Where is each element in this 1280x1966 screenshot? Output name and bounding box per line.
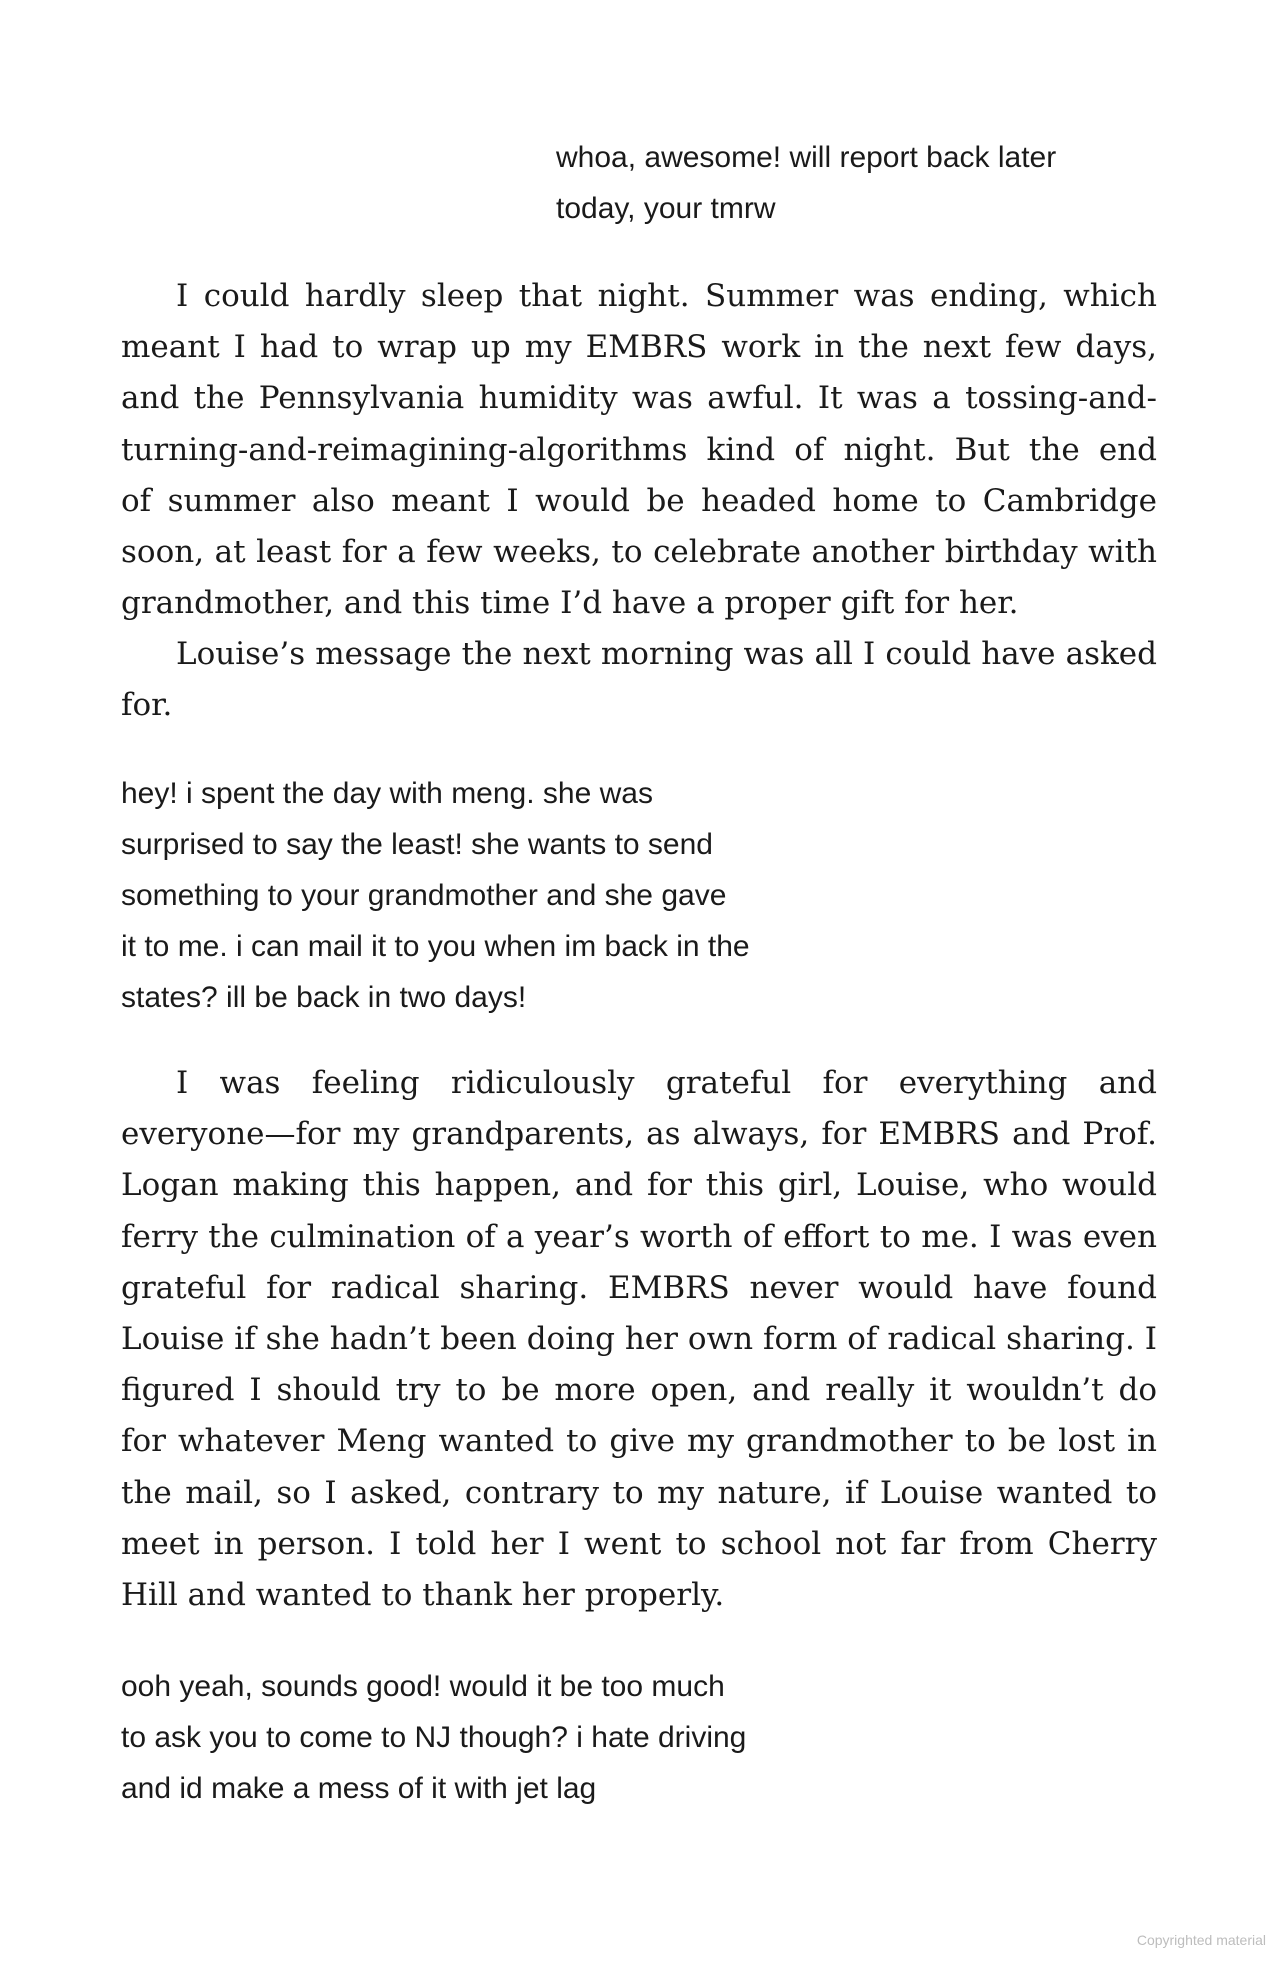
paragraph-line: grandmother, and this time I’d have a proper gift for her. xyxy=(121,585,1019,622)
text-message-3 xyxy=(121,1661,746,1814)
paragraph-line: Logan making this happen, and for this girl, Louise, who would xyxy=(121,1167,1157,1204)
paragraph-line: Hill and wanted to thank her properly. xyxy=(121,1577,725,1614)
paragraph-line: meet in person. I told her I went to school not far from Cherry xyxy=(121,1525,1157,1562)
paragraph-line: and the Pennsylvania humidity was awful. It was a tossing-and- xyxy=(121,380,1157,417)
paragraph-line: turning-and-reimagining-algorithms kind of night. But the end xyxy=(121,431,1157,468)
paragraph-line: meant I had to wrap up my EMBRS work in the next few days, xyxy=(121,329,1157,366)
message-line: to ask you to come to NJ though? i hate driving xyxy=(121,1721,747,1754)
paragraph-line: for. xyxy=(121,687,173,724)
copyright-watermark: Copyrighted material xyxy=(1136,1932,1266,1948)
paragraph-line: everyone—for my grandparents, as always, for EMBRS and Prof. xyxy=(121,1116,1157,1153)
paragraph-line: I was feeling ridiculously grateful for everything and xyxy=(176,1065,1157,1101)
message-line: whoa, awesome! will report back later xyxy=(556,141,1057,174)
paragraph-line: Louise if she hadn’t been doing her own form of radical sharing. I xyxy=(121,1321,1157,1358)
paragraph-line: ferry the culmination of a year’s worth of effort to me. I was even xyxy=(121,1218,1157,1255)
text-message-1 xyxy=(556,132,1056,234)
paragraph-line: of summer also meant I would be headed home to Cambridge xyxy=(121,482,1157,519)
message-line: surprised to say the least! she wants to send xyxy=(121,828,713,861)
message-line: hey! i spent the day with meng. she was xyxy=(121,777,653,810)
message-line: today, your tmrw xyxy=(556,192,776,225)
paragraph-line: grateful for radical sharing. EMBRS never would have found xyxy=(121,1269,1157,1306)
paragraph-line: Louise’s message the next morning was all I could have asked xyxy=(176,636,1157,672)
paragraph-3 xyxy=(121,1058,1157,1621)
paragraph-line: I could hardly sleep that night. Summer was ending, which xyxy=(176,278,1157,314)
message-line: something to your grandmother and she gave xyxy=(121,879,727,912)
paragraph-2 xyxy=(121,629,1157,731)
paragraph-line: figured I should try to be more open, and really it wouldn’t do xyxy=(121,1372,1157,1409)
text-message-2 xyxy=(121,768,750,1023)
message-line: it to me. i can mail it to you when im back in the xyxy=(121,930,750,963)
paragraph-line: soon, at least for a few weeks, to celebrate another birthday with xyxy=(121,534,1157,571)
message-line: ooh yeah, sounds good! would it be too much xyxy=(121,1670,725,1703)
paragraph-line: for whatever Meng wanted to give my grandmother to be lost in xyxy=(121,1423,1157,1460)
message-line: states? ill be back in two days! xyxy=(121,981,527,1014)
paragraph-line: the mail, so I asked, contrary to my nature, if Louise wanted to xyxy=(121,1474,1157,1511)
message-line: and id make a mess of it with jet lag xyxy=(121,1772,597,1805)
paragraph-1 xyxy=(121,271,1157,629)
